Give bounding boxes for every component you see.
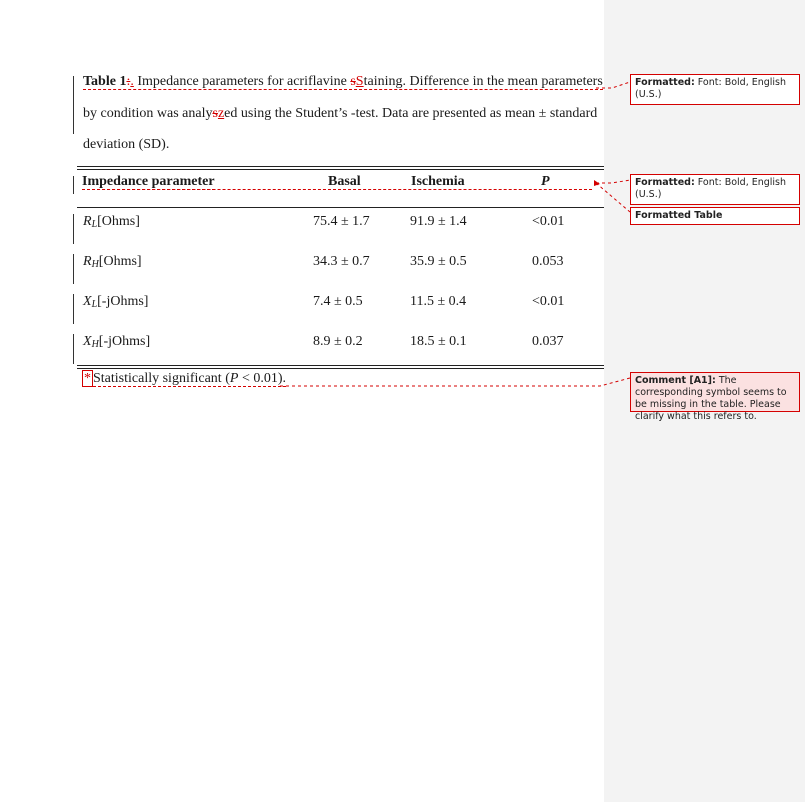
p-cell: <0.01 (532, 294, 565, 309)
change-bar (73, 76, 74, 134)
ischemia-cell: 11.5 ± 0.4 (410, 294, 467, 309)
inserted-text: z (217, 106, 225, 121)
ischemia-cell: 91.9 ± 1.4 (410, 214, 467, 229)
table-bottom-rule (77, 368, 604, 369)
basal-cell: 75.4 ± 1.7 (313, 214, 370, 229)
table-caption-line-3[interactable] (83, 137, 603, 153)
format-balloon[interactable]: Formatted: Font: Bold, English (U.S.) (630, 174, 800, 205)
change-bar (73, 254, 74, 284)
basal-cell: 34.3 ± 0.7 (313, 254, 370, 269)
p-cell: <0.01 (532, 214, 565, 229)
header-p: P (541, 174, 550, 189)
deleted-text: s (350, 74, 356, 89)
param-cell: $R_L[Ohms]$ (83, 214, 140, 230)
comment-anchor[interactable]: * (84, 371, 91, 386)
header-markup-underline (82, 189, 592, 190)
ischemia-cell: 35.9 ± 0.5 (410, 254, 467, 269)
caption-text: Impedance parameters for acriflavine (133, 74, 351, 89)
param-cell: $X_L[-jOhms]$ (83, 294, 149, 310)
deleted-text: s (212, 106, 218, 121)
table-header-rule (77, 207, 604, 208)
ischemia-cell: 18.5 ± 0.1 (410, 334, 467, 349)
inserted-text: S (355, 74, 364, 89)
header-ischemia: Ischemia (411, 174, 465, 189)
caption-label: Table 1 (83, 74, 127, 89)
table-top-rule (77, 169, 604, 170)
caption-text: ed using the Student’s -test. Data are presented as mean ± standard (224, 106, 598, 121)
change-bar (73, 294, 74, 324)
table-footnote[interactable]: * Statistically significant (P < 0.01). (84, 371, 286, 386)
table-top-rule (77, 166, 604, 167)
formatted-table-balloon[interactable]: Formatted Table (630, 207, 800, 225)
param-cell: $R_H[Ohms]$ (83, 254, 142, 270)
header-basal: Basal (328, 174, 361, 189)
header-impedance-parameter: Impedance parameter (82, 174, 215, 189)
table-bottom-rule (77, 365, 604, 366)
p-cell: 0.053 (532, 254, 564, 269)
basal-cell: 7.4 ± 0.5 (313, 294, 363, 309)
format-balloon[interactable]: Formatted: Font: Bold, English (U.S.) (630, 74, 800, 105)
caption-text: by condition was analy (83, 106, 213, 121)
deleted-text: : (126, 74, 131, 89)
p-cell: 0.037 (532, 334, 564, 349)
change-bar (73, 334, 74, 364)
change-bar (73, 176, 74, 194)
inserted-text: . (130, 74, 134, 89)
table-caption-line-1[interactable] (83, 74, 603, 90)
caption-text: taining. Difference in the mean parameters (363, 74, 603, 89)
basal-cell: 8.9 ± 0.2 (313, 334, 363, 349)
change-bar (73, 214, 74, 244)
caption-text: deviation (SD). (83, 137, 170, 152)
param-cell: $X_H[-jOhms]$ (83, 334, 151, 350)
table-caption-line-2[interactable] (83, 106, 603, 122)
comment-balloon[interactable]: Comment [A1]: The corresponding symbol seems to be missing in the table. Please clarify what this refers to. (630, 372, 800, 412)
